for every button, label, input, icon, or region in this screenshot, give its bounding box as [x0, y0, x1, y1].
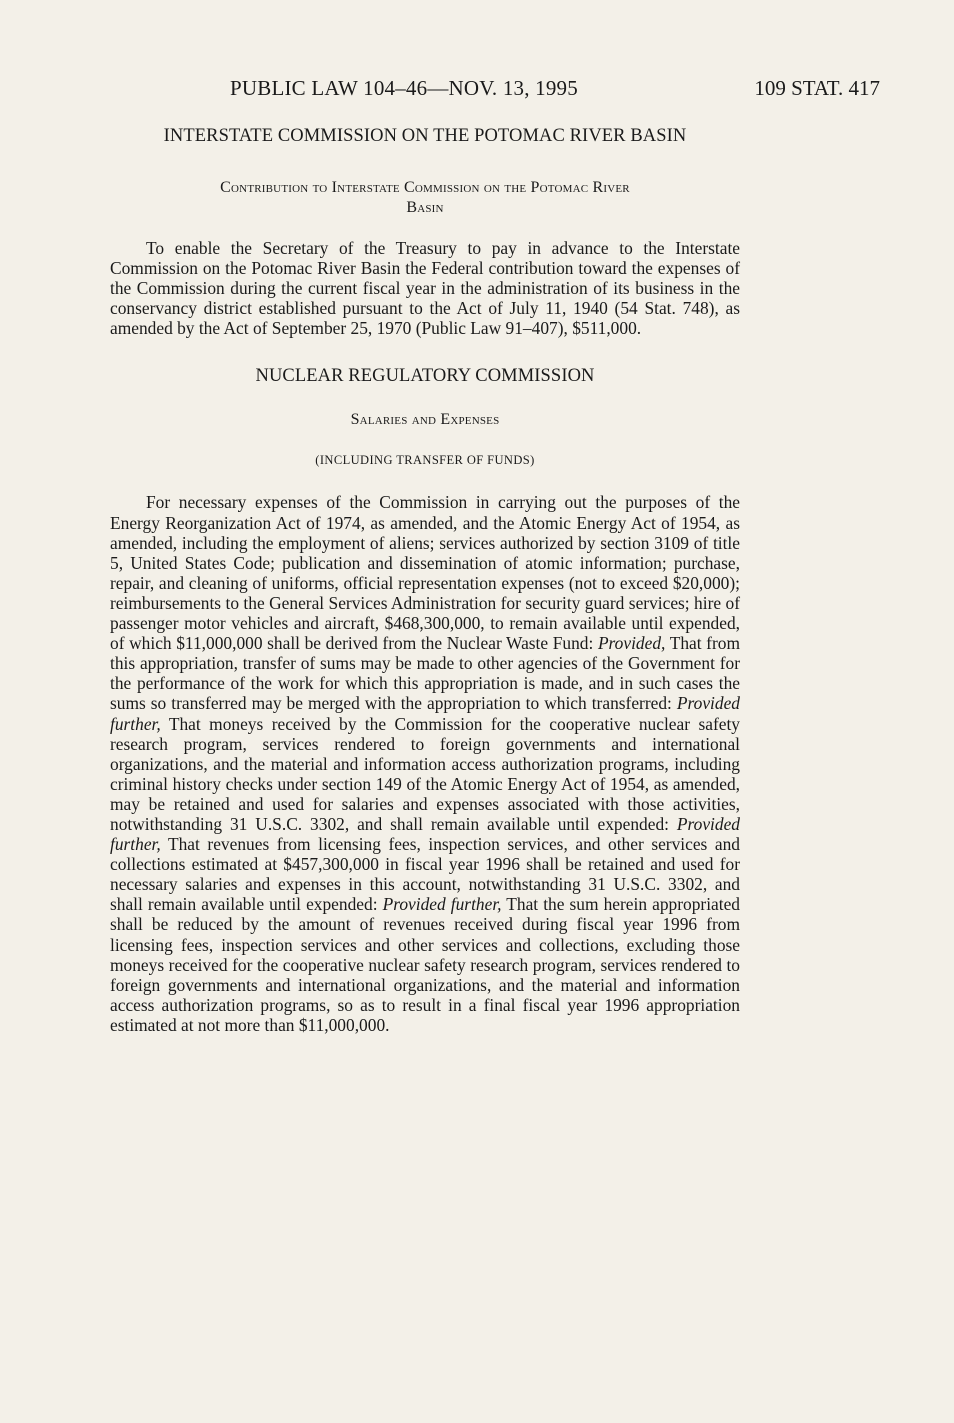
document-body	[110, 124, 740, 1035]
account-heading-line-1: Contribution to Interstate Commission on the Potomac River	[220, 179, 630, 196]
account-heading-nrc: Salaries and Expenses	[350, 411, 500, 429]
proviso-1: Provided,	[597, 633, 666, 654]
running-head	[110, 76, 880, 106]
account-heading-potomac	[110, 178, 740, 218]
account-heading-line-2: Basin	[406, 199, 444, 216]
nrc-text-part-2: That from this appropriation, transfer of sums may be made to other agencies of the Government for the performance of the work for which this appropriation is made, and in such cases the sums so transferred may be merged with the appropriation to which transferred:	[110, 633, 740, 714]
potomac-appropriation-paragraph: To enable the Secretary of the Treasury to pay in advance to the Interstate Commission on the Potomac River Basin the Federal contribution toward the expenses of the Commission during the current fiscal year in the administration of its business in the conservancy district established pursuant to the Act of July 11, 1940 (54 Stat. 748), as amended by the Act of September 25, 1970 (Public Law 91–407), $511,000.	[110, 238, 740, 339]
proviso-3: Provided further,	[110, 813, 740, 855]
nrc-appropriation-paragraph	[110, 492, 740, 1035]
agency-heading-nrc: NUCLEAR REGULATORY COMMISSION	[255, 366, 595, 387]
nrc-text-part-3: That moneys received by the Commission for the cooperative nuclear safety research program, services rendered to foreign governments and international organizations, and the material and information access authorization programs, including criminal history checks under section 149 of the Atomic Energy Act of 1954, as amended, may be retained and used for salaries and expenses associated with those activities, notwithstanding 31 U.S.C. 3302, and shall remain available until expended:	[110, 713, 740, 834]
statute-page-number: 109 STAT. 417	[754, 76, 880, 100]
nrc-text-part-4: That revenues from licensing fees, inspection services, and other services and collections estimated at $457,300,000 in fiscal year 1996 shall be retained and used for necessary salaries and expenses in this account, notwithstanding 31 U.S.C. 3302, and shall remain available until expended:	[110, 834, 740, 915]
nrc-text-part-1: For necessary expenses of the Commission in carrying out the purposes of the Energy Reorganization Act of 1974, as amended, and the Atomic Energy Act of 1954, as amended, including the employment of aliens; services authorized by section 3109 of title 5, United States Code; publication and dissemination of atomic information; purchase, repair, and cleaning of uniforms, official representation expenses (not to exceed $20,000); reimbursements to the General Services Administration for security guard services; hire of passenger motor vehicles and aircraft, $468,300,000, to remain available until expended, of which $11,000,000 shall be derived from the Nuclear Waste Fund:	[110, 492, 740, 654]
nrc-text-part-5: That the sum herein appropriated shall be reduced by the amount of revenues received during fiscal year 1996 from licensing fees, inspection services and other services and collections, excluding those moneys received for the cooperative nuclear safety research program, services rendered to foreign governments and international organizations, and the material and information access authorization programs, so as to result in a final fiscal year 1996 appropriation estimated at not more than $11,000,000.	[110, 894, 740, 1035]
public-law-citation: PUBLIC LAW 104–46—NOV. 13, 1995	[230, 76, 578, 100]
proviso-4: Provided further,	[382, 894, 502, 915]
proviso-2: Provided further,	[110, 693, 740, 734]
agency-heading-potomac: INTERSTATE COMMISSION ON THE POTOMAC RIVER BASIN	[163, 126, 687, 146]
transfer-of-funds-note: (INCLUDING TRANSFER OF FUNDS)	[315, 453, 535, 468]
